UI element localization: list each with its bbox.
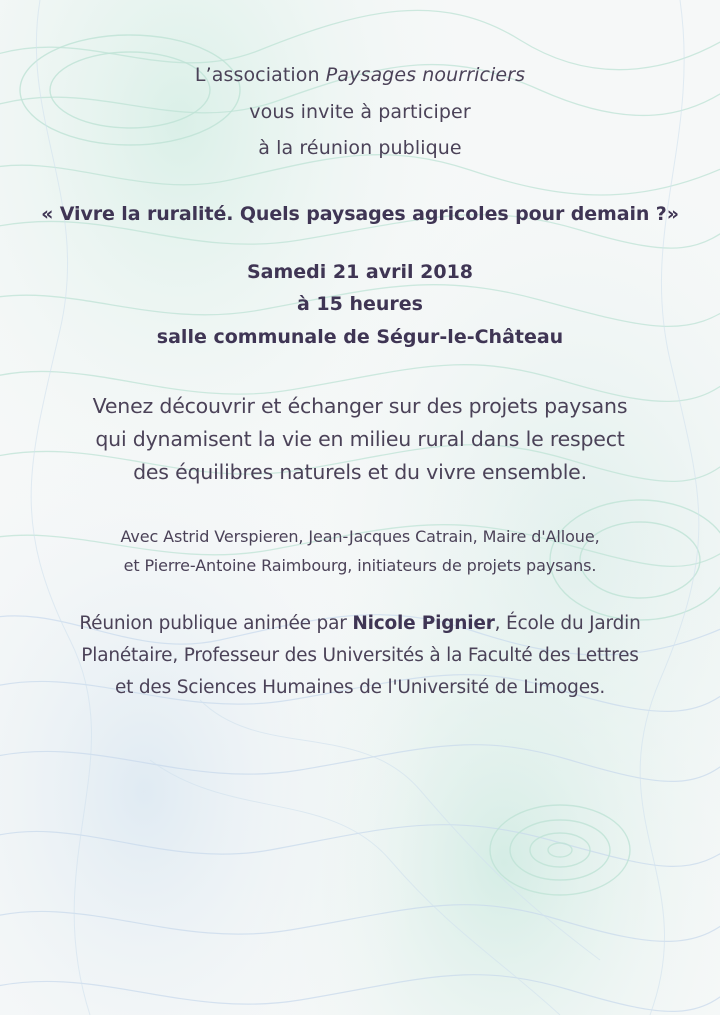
host-line-1 bbox=[0, 613, 720, 634]
host-name: Nicole Pignier bbox=[352, 613, 495, 634]
host-line-3: et des Sciences Humaines de l'Université de Limoges. bbox=[114, 677, 606, 698]
guests-line-1: Avec Astrid Verspieren, Jean-Jacques Catrain, Maire d'Alloue, bbox=[120, 527, 600, 546]
event-date: Samedi 21 avril 2018 bbox=[246, 261, 474, 283]
guests-line-2: et Pierre-Antoine Raimbourg, initiateurs de projets paysans. bbox=[123, 556, 597, 575]
event-place: salle communale de Ségur-le-Château bbox=[156, 326, 564, 348]
intro-line-1 bbox=[0, 64, 720, 86]
host-line-2: Planétaire, Professeur des Universités à la Faculté des Lettres bbox=[81, 645, 639, 666]
intro-line-2: vous invite à participer bbox=[249, 101, 471, 123]
association-name: Paysages nourriciers bbox=[325, 64, 526, 86]
description-line-3: des équilibres naturels et du vivre ensemble. bbox=[133, 460, 587, 484]
event-time: à 15 heures bbox=[297, 293, 423, 315]
description-line-1: Venez découvrir et échanger sur des projets paysans bbox=[92, 394, 628, 418]
host-prefix: Réunion publique animée par bbox=[79, 613, 353, 634]
description-line-2: qui dynamisent la vie en milieu rural dans le respect bbox=[95, 427, 625, 451]
intro-line-3: à la réunion publique bbox=[258, 137, 462, 159]
event-title: « Vivre la ruralité. Quels paysages agricoles pour demain ?» bbox=[41, 203, 679, 225]
host-suffix: , École du Jardin bbox=[494, 613, 641, 634]
intro-prefix: L’association bbox=[194, 64, 326, 86]
